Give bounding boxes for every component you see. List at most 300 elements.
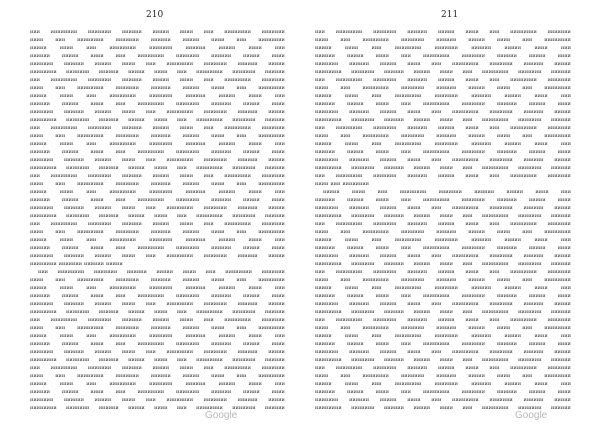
text-word: иииии xyxy=(182,37,200,43)
text-word: ииииииии xyxy=(50,365,78,371)
text-word: ииииии xyxy=(121,365,142,371)
text-word: ииииииии xyxy=(225,269,252,275)
text-line xyxy=(315,108,571,116)
text-word: ииииии xyxy=(150,229,171,235)
text-word: иииииии xyxy=(175,197,200,203)
text-word: иииии xyxy=(218,93,236,99)
text-word: иииииии xyxy=(175,149,200,155)
text-word: ииии xyxy=(30,229,44,235)
text-word: ииии xyxy=(271,53,285,59)
text-word: иииии xyxy=(346,341,364,347)
text-word: иии xyxy=(431,397,442,403)
text-word: иииии xyxy=(94,301,112,307)
text-word: иииии xyxy=(437,221,455,227)
text-word: иииииии xyxy=(87,125,112,131)
text-word: ииии xyxy=(557,245,571,251)
text-line xyxy=(315,68,571,76)
text-word: иииииии xyxy=(547,77,571,83)
text-word: иии xyxy=(145,61,156,67)
text-word: ииии xyxy=(211,181,225,187)
text-word: ииииии xyxy=(63,109,84,115)
text-word: ииииииии xyxy=(196,165,223,171)
text-word: ииииии xyxy=(30,101,50,107)
text-word: иииии xyxy=(413,117,431,123)
text-word: ииииии xyxy=(121,29,142,35)
text-line xyxy=(30,180,285,188)
text-word: иии xyxy=(274,45,285,51)
text-line xyxy=(30,356,285,364)
text-word: иииииии xyxy=(261,317,285,323)
text-word: ииииии xyxy=(550,261,571,267)
left-page-number: 210 xyxy=(146,10,164,20)
text-word: иииииии xyxy=(547,29,571,35)
text-word: иииии xyxy=(268,109,285,115)
text-word: иииииии xyxy=(203,253,227,259)
text-line xyxy=(30,300,285,308)
text-word: ииии xyxy=(179,173,194,179)
text-word: иииииии xyxy=(518,213,542,219)
text-word: ииии xyxy=(315,37,329,43)
text-word: ииииииии xyxy=(362,85,389,91)
text-line xyxy=(30,316,285,324)
text-word: ииииии xyxy=(63,349,84,355)
text-word: ииии xyxy=(121,61,136,67)
text-word: иии xyxy=(315,269,325,275)
text-word: ииии xyxy=(90,293,104,299)
text-word: иииии xyxy=(30,141,47,147)
text-word: иии xyxy=(462,69,473,75)
text-word: иииии xyxy=(315,45,332,51)
text-line xyxy=(315,180,571,188)
text-word: ииииии xyxy=(185,93,206,99)
text-word: ииииииии xyxy=(510,269,537,275)
text-word: ииии xyxy=(154,357,168,363)
text-word: ииииииии xyxy=(77,181,104,187)
text-word: ииииии xyxy=(63,157,84,163)
text-word: ииииииии xyxy=(335,269,363,275)
text-word: иииииии xyxy=(175,293,200,299)
text-word: иии xyxy=(462,309,473,315)
text-word: ииииии xyxy=(237,109,258,115)
text-word: иии xyxy=(30,317,40,323)
text-word: иии xyxy=(115,293,126,299)
text-word: иии xyxy=(371,333,382,339)
text-word: иии xyxy=(115,341,126,347)
text-word: ииии xyxy=(271,197,285,203)
text-line xyxy=(315,340,571,348)
text-word: ииии xyxy=(375,341,389,347)
text-word: иииииии xyxy=(373,125,397,131)
text-word: иииииии xyxy=(351,261,375,267)
text-word: иии xyxy=(489,221,500,227)
text-word: ииииии xyxy=(315,149,335,155)
text-word: ииииии xyxy=(407,125,428,131)
text-word: иииииии xyxy=(315,253,339,259)
text-word: ииииии xyxy=(63,397,84,403)
text-line xyxy=(315,164,571,172)
text-line xyxy=(30,156,285,164)
text-line xyxy=(30,92,285,100)
text-word: иииии xyxy=(268,61,285,67)
text-word: иииииии xyxy=(261,269,285,275)
text-word: иии xyxy=(400,101,411,107)
text-word: иииии xyxy=(379,301,397,307)
text-word: ииииииии xyxy=(510,125,537,131)
text-word: ииииии xyxy=(121,221,142,227)
text-word: ииииииии xyxy=(481,261,509,267)
text-word: ииииии xyxy=(436,37,457,43)
text-word: ииииииии xyxy=(258,37,285,43)
text-word: ииииииии xyxy=(224,125,251,131)
text-word: иииииии xyxy=(115,277,139,283)
text-word: ииииииии xyxy=(196,405,223,411)
text-word: иииии xyxy=(30,93,47,99)
text-word: ииииии xyxy=(98,165,119,171)
text-line xyxy=(30,276,285,284)
text-word: ииии xyxy=(344,381,359,387)
text-word: ииииииии xyxy=(481,405,509,411)
text-word: ииииииии xyxy=(452,205,479,211)
text-line xyxy=(315,300,571,308)
text-word: иииииии xyxy=(547,269,571,275)
text-word: иииии xyxy=(182,373,200,379)
text-word: ииииииии xyxy=(258,181,285,187)
text-word: ииииииии xyxy=(258,325,285,331)
text-word: иии xyxy=(371,93,382,99)
text-word: иииии xyxy=(30,333,47,339)
text-word: ииииииии xyxy=(137,101,165,107)
text-word: ииииииии xyxy=(394,93,422,99)
text-word: ииииии xyxy=(30,245,50,251)
text-word: ииииии xyxy=(496,341,517,347)
text-line xyxy=(315,348,571,356)
text-word: иииииии xyxy=(438,189,462,195)
text-word: иии xyxy=(489,317,500,323)
text-word: ииииии xyxy=(496,53,517,59)
text-word: иииии xyxy=(413,309,431,315)
text-word: ииии xyxy=(121,301,136,307)
text-line xyxy=(30,284,285,292)
text-word: ииии xyxy=(496,37,511,43)
text-word: ииии xyxy=(465,365,479,371)
text-word: иии xyxy=(274,93,285,99)
text-word: ииииии xyxy=(211,389,232,395)
text-word: ииииии xyxy=(98,117,119,123)
text-word: ииииииии xyxy=(315,117,342,123)
text-word: ииииииии xyxy=(362,229,389,235)
text-word: ииииииии xyxy=(224,173,251,179)
text-word: ииии xyxy=(407,109,421,115)
text-word: ииииииии xyxy=(510,173,537,179)
text-word: иииииии xyxy=(203,205,227,211)
text-word: ииииииии xyxy=(224,221,251,227)
right-page xyxy=(300,0,600,430)
text-word: иии xyxy=(30,221,40,227)
text-line xyxy=(315,100,571,108)
text-word: ииии xyxy=(211,325,225,331)
text-word: ииииииии xyxy=(510,77,537,83)
text-word: ииии xyxy=(344,93,359,99)
text-word: ииииии xyxy=(383,165,404,171)
text-word: иии xyxy=(489,365,500,371)
text-word: иииииии xyxy=(351,117,375,123)
text-word: иииииии xyxy=(351,69,375,75)
text-line xyxy=(30,148,285,156)
text-line xyxy=(315,172,571,180)
text-line xyxy=(30,372,285,380)
text-word: ииии xyxy=(179,125,194,131)
text-word: иииии xyxy=(437,365,455,371)
right-page-number: 211 xyxy=(441,10,459,20)
text-word: ииииииии xyxy=(224,29,251,35)
text-word: иииииии xyxy=(461,341,485,347)
text-word: иии xyxy=(462,165,473,171)
text-word: иии xyxy=(55,325,66,331)
text-line xyxy=(315,148,571,156)
text-word: ииииии xyxy=(264,117,285,123)
text-line xyxy=(315,36,571,44)
text-word: иииииии xyxy=(66,117,90,123)
text-word: ииии xyxy=(211,277,225,283)
text-word: ииии xyxy=(182,269,197,275)
text-word: ииииии xyxy=(63,205,84,211)
text-word: ииииииии xyxy=(510,221,537,227)
text-word: ииииии xyxy=(471,141,492,147)
text-word: иииии xyxy=(379,205,397,211)
text-word: ииии xyxy=(154,405,168,411)
text-word: ииииииии xyxy=(224,365,251,371)
text-word: ииии xyxy=(439,309,453,315)
text-word: ииииииии xyxy=(481,309,509,315)
text-line xyxy=(30,124,285,132)
text-word: ииииии xyxy=(523,157,544,163)
text-word: иииииии xyxy=(261,221,285,227)
text-word: ииииииии xyxy=(481,165,509,171)
text-word: ииииииии xyxy=(258,85,285,91)
text-line xyxy=(315,284,571,292)
text-word: иии xyxy=(115,101,126,107)
text-word: иииии xyxy=(437,317,455,323)
text-word: ииииии xyxy=(315,389,335,395)
text-word: ииииии xyxy=(349,253,370,259)
text-word: иииии xyxy=(528,341,546,347)
text-word: ииииииии xyxy=(137,341,165,347)
text-word: ииии xyxy=(248,285,262,291)
text-line xyxy=(315,92,571,100)
text-word: иииииии xyxy=(489,253,513,259)
left-page-watermark: Google xyxy=(205,410,238,421)
text-word: ииии xyxy=(90,389,104,395)
text-word: ииииииии xyxy=(510,317,537,323)
text-word: ииииииии xyxy=(481,357,509,363)
text-word: иии xyxy=(462,261,473,267)
text-word: ииииииии xyxy=(109,285,137,291)
text-word: ииииии xyxy=(550,213,571,219)
text-word: иии xyxy=(86,141,97,147)
text-word: иииии xyxy=(315,237,332,243)
text-word: ииииии xyxy=(264,213,285,219)
text-word: иииии xyxy=(554,253,571,259)
text-word: ииии xyxy=(557,293,571,299)
text-word: ииииии xyxy=(315,101,335,107)
text-word: иии xyxy=(340,373,351,379)
text-line xyxy=(315,52,571,60)
text-word: ииииии xyxy=(471,45,492,51)
text-word: ииииииии xyxy=(137,197,165,203)
text-word: ииииииии xyxy=(422,53,450,59)
text-word: ииииии xyxy=(150,133,171,139)
text-word: иииии xyxy=(128,117,145,123)
text-word: иии xyxy=(489,173,500,179)
text-word: ииииии xyxy=(30,293,50,299)
text-word: иииииии xyxy=(115,133,139,139)
text-line xyxy=(30,380,285,388)
text-word: ииииииии xyxy=(315,309,342,315)
text-word: иииии xyxy=(315,93,332,99)
text-word: иии xyxy=(522,133,533,139)
text-word: ииии xyxy=(496,133,511,139)
text-word: ииииии xyxy=(237,61,258,67)
text-word: ииииии xyxy=(315,245,335,251)
text-word: ииииии xyxy=(383,309,404,315)
text-word: иииии xyxy=(379,109,397,115)
text-word: ииии xyxy=(59,381,74,387)
text-word: иии xyxy=(400,245,411,251)
text-word: иииииии xyxy=(175,341,200,347)
text-word: ииииииии xyxy=(335,29,363,35)
text-word: иииии xyxy=(528,245,546,251)
text-word: ииииииии xyxy=(315,405,342,411)
text-word: ииии xyxy=(534,45,548,51)
text-word: ииииии xyxy=(150,37,171,43)
text-word: иииииии xyxy=(400,373,425,379)
text-word: иии xyxy=(236,373,247,379)
text-word: ииииии xyxy=(523,205,544,211)
text-word: ииииии xyxy=(349,157,370,163)
text-word: иииииии xyxy=(461,101,485,107)
text-word: иии xyxy=(55,373,66,379)
text-word: ииииии xyxy=(237,349,258,355)
text-word: ииииииии xyxy=(362,37,389,43)
text-word: ииииииии xyxy=(224,77,251,83)
text-word: ииии xyxy=(465,317,479,323)
text-word: иии xyxy=(340,37,351,43)
text-word: ииииии xyxy=(436,133,457,139)
text-word: иииииии xyxy=(351,165,375,171)
text-word: иииииии xyxy=(400,229,425,235)
text-word: ииииииии xyxy=(510,365,537,371)
text-word: ииииииии xyxy=(335,221,363,227)
text-word: ииииии xyxy=(383,261,404,267)
text-word: ииии xyxy=(179,317,194,323)
text-line xyxy=(30,44,285,52)
text-word: иии xyxy=(371,285,382,291)
text-word: иии xyxy=(203,317,214,323)
text-word: иииии xyxy=(128,405,145,411)
text-word: иииии xyxy=(528,149,546,155)
text-word: ииии xyxy=(407,301,421,307)
text-word: иииииии xyxy=(434,381,458,387)
text-word: иииииии xyxy=(87,29,112,35)
text-word: ииииии xyxy=(84,261,104,267)
text-word: иии xyxy=(315,29,325,35)
text-line xyxy=(315,132,571,140)
text-word: иииии xyxy=(268,253,285,259)
text-word: иииииии xyxy=(66,213,90,219)
text-word: ииии xyxy=(496,373,511,379)
text-word: иииииии xyxy=(115,325,139,331)
text-line xyxy=(315,156,571,164)
text-word: иииии xyxy=(315,333,332,339)
text-word: иии xyxy=(377,189,388,195)
text-word: ииииии xyxy=(98,69,119,75)
text-word: ииии xyxy=(465,269,479,275)
text-word: ииии xyxy=(154,117,168,123)
text-line xyxy=(315,76,571,84)
text-word: иииииии xyxy=(489,349,513,355)
text-word: иии xyxy=(462,357,473,363)
text-word: иииииии xyxy=(30,205,54,211)
text-word: ииииии xyxy=(496,101,517,107)
text-word: ииии xyxy=(154,69,168,75)
text-word: иииии xyxy=(437,77,455,83)
text-word: иииии xyxy=(128,69,145,75)
text-word: иии xyxy=(145,157,156,163)
text-word: ииии xyxy=(121,205,136,211)
text-word: иииииии xyxy=(400,277,425,283)
text-word: ииииии xyxy=(383,405,404,411)
text-word: ииииииии xyxy=(137,245,165,251)
text-line xyxy=(315,196,571,204)
text-word: ииии xyxy=(315,229,329,235)
text-word: иииии xyxy=(323,189,340,195)
text-word: ииии xyxy=(248,141,262,147)
text-word: иииии xyxy=(94,157,112,163)
text-word: ииии xyxy=(211,37,225,43)
text-word: иииии xyxy=(379,253,397,259)
text-word: ииииииии xyxy=(109,333,137,339)
text-word: ииииииии xyxy=(30,213,57,219)
text-word: иии xyxy=(176,405,187,411)
text-word: ииии xyxy=(30,325,44,331)
text-word: ииииииии xyxy=(362,373,389,379)
text-word: ииии xyxy=(248,333,262,339)
text-line xyxy=(315,28,571,36)
text-word: иии xyxy=(560,141,571,147)
text-word: иииии xyxy=(218,189,236,195)
text-word: ииии xyxy=(315,85,329,91)
text-word: иииииии xyxy=(30,349,54,355)
text-word: иииии xyxy=(468,373,485,379)
text-word: ииииии xyxy=(349,301,370,307)
text-word: ииииииии xyxy=(77,277,104,283)
text-word: иииииии xyxy=(518,309,542,315)
text-line xyxy=(315,332,571,340)
text-word: иииии xyxy=(437,173,455,179)
text-line xyxy=(30,52,285,60)
text-word: ииииииии xyxy=(394,381,422,387)
text-word: ииии xyxy=(557,341,571,347)
text-word: ииииии xyxy=(349,349,370,355)
text-word: ииииииии xyxy=(452,349,479,355)
text-word: иии xyxy=(560,93,571,99)
text-line xyxy=(315,188,571,196)
text-word: ииии xyxy=(248,381,262,387)
text-word: иииии xyxy=(218,381,236,387)
text-word: ииии xyxy=(439,213,453,219)
text-word: иииии xyxy=(152,29,170,35)
text-word: ииииии xyxy=(211,197,232,203)
